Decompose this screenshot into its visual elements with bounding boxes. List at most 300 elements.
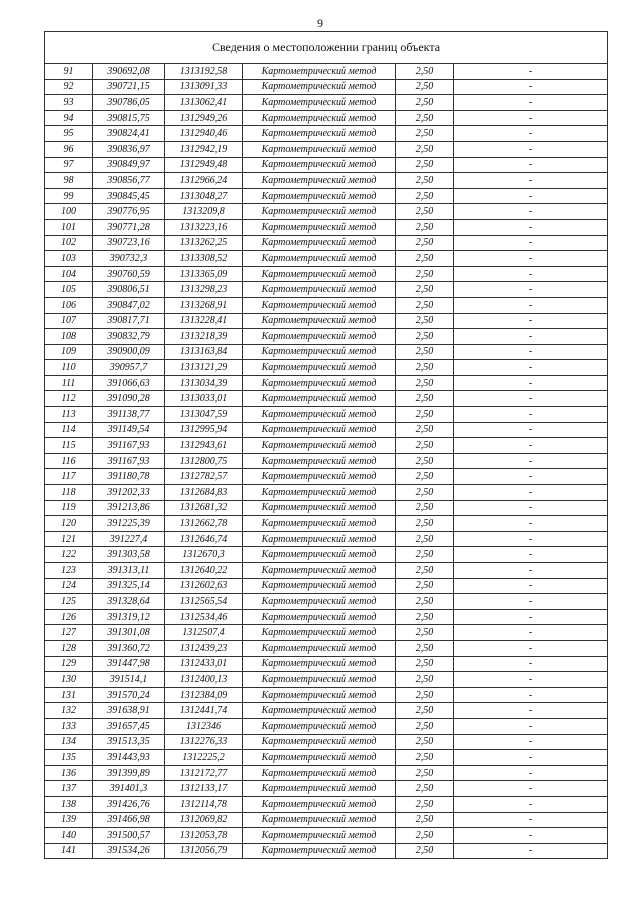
accuracy-cell: 2,50 <box>396 843 454 859</box>
table-title-row <box>45 32 608 64</box>
accuracy-cell: 2,50 <box>396 329 454 345</box>
method-cell: Картометрический метод <box>243 469 396 485</box>
table-row <box>45 126 608 142</box>
point-number-cell: 131 <box>45 687 93 703</box>
method-cell: Картометрический метод <box>243 734 396 750</box>
accuracy-cell: 2,50 <box>396 812 454 828</box>
point-number-cell: 138 <box>45 796 93 812</box>
x-coordinate-cell: 391325,14 <box>93 578 165 594</box>
x-coordinate-cell: 390776,95 <box>93 204 165 220</box>
accuracy-cell: 2,50 <box>396 313 454 329</box>
table-row <box>45 141 608 157</box>
description-cell: - <box>454 781 608 797</box>
x-coordinate-cell: 391149,54 <box>93 422 165 438</box>
x-coordinate-cell: 390817,71 <box>93 313 165 329</box>
table-row <box>45 578 608 594</box>
point-number-cell: 134 <box>45 734 93 750</box>
x-coordinate-cell: 390815,75 <box>93 110 165 126</box>
accuracy-cell: 2,50 <box>396 656 454 672</box>
point-number-cell: 125 <box>45 594 93 610</box>
point-number-cell: 115 <box>45 438 93 454</box>
x-coordinate-cell: 390692,08 <box>93 64 165 80</box>
x-coordinate-cell: 391138,77 <box>93 407 165 423</box>
x-coordinate-cell: 391319,12 <box>93 609 165 625</box>
accuracy-cell: 2,50 <box>396 687 454 703</box>
point-number-cell: 118 <box>45 485 93 501</box>
description-cell: - <box>454 453 608 469</box>
y-coordinate-cell: 1312800,75 <box>165 453 243 469</box>
point-number-cell: 98 <box>45 173 93 189</box>
y-coordinate-cell: 1313062,41 <box>165 95 243 111</box>
accuracy-cell: 2,50 <box>396 500 454 516</box>
x-coordinate-cell: 391167,93 <box>93 453 165 469</box>
table-row <box>45 251 608 267</box>
y-coordinate-cell: 1313034,39 <box>165 375 243 391</box>
method-cell: Картометрический метод <box>243 672 396 688</box>
y-coordinate-cell: 1312225,2 <box>165 750 243 766</box>
description-cell: - <box>454 828 608 844</box>
point-number-cell: 129 <box>45 656 93 672</box>
accuracy-cell: 2,50 <box>396 469 454 485</box>
x-coordinate-cell: 391313,11 <box>93 563 165 579</box>
y-coordinate-cell: 1312602,63 <box>165 578 243 594</box>
point-number-cell: 105 <box>45 282 93 298</box>
description-cell: - <box>454 812 608 828</box>
x-coordinate-cell: 391399,89 <box>93 765 165 781</box>
x-coordinate-cell: 390847,02 <box>93 297 165 313</box>
method-cell: Картометрический метод <box>243 750 396 766</box>
table-row <box>45 79 608 95</box>
description-cell: - <box>454 110 608 126</box>
accuracy-cell: 2,50 <box>396 126 454 142</box>
table-row <box>45 204 608 220</box>
x-coordinate-cell: 391301,08 <box>93 625 165 641</box>
method-cell: Картометрический метод <box>243 640 396 656</box>
table-row <box>45 500 608 516</box>
method-cell: Картометрический метод <box>243 64 396 80</box>
description-cell: - <box>454 640 608 656</box>
method-cell: Картометрический метод <box>243 188 396 204</box>
x-coordinate-cell: 391466,98 <box>93 812 165 828</box>
x-coordinate-cell: 390721,15 <box>93 79 165 95</box>
method-cell: Картометрический метод <box>243 500 396 516</box>
y-coordinate-cell: 1312995,94 <box>165 422 243 438</box>
x-coordinate-cell: 390836,97 <box>93 141 165 157</box>
accuracy-cell: 2,50 <box>396 765 454 781</box>
description-cell: - <box>454 391 608 407</box>
description-cell: - <box>454 594 608 610</box>
description-cell: - <box>454 64 608 80</box>
point-number-cell: 136 <box>45 765 93 781</box>
x-coordinate-cell: 391303,58 <box>93 547 165 563</box>
accuracy-cell: 2,50 <box>396 282 454 298</box>
table-row <box>45 329 608 345</box>
description-cell: - <box>454 750 608 766</box>
description-cell: - <box>454 672 608 688</box>
table-row <box>45 640 608 656</box>
table-row <box>45 407 608 423</box>
method-cell: Картометрический метод <box>243 173 396 189</box>
accuracy-cell: 2,50 <box>396 251 454 267</box>
point-number-cell: 91 <box>45 64 93 80</box>
x-coordinate-cell: 391225,39 <box>93 516 165 532</box>
point-number-cell: 101 <box>45 219 93 235</box>
y-coordinate-cell: 1313033,01 <box>165 391 243 407</box>
accuracy-cell: 2,50 <box>396 594 454 610</box>
point-number-cell: 128 <box>45 640 93 656</box>
accuracy-cell: 2,50 <box>396 578 454 594</box>
accuracy-cell: 2,50 <box>396 407 454 423</box>
method-cell: Картометрический метод <box>243 141 396 157</box>
description-cell: - <box>454 375 608 391</box>
point-number-cell: 96 <box>45 141 93 157</box>
x-coordinate-cell: 390732,3 <box>93 251 165 267</box>
description-cell: - <box>454 500 608 516</box>
table-row <box>45 375 608 391</box>
table-row <box>45 235 608 251</box>
x-coordinate-cell: 391180,78 <box>93 469 165 485</box>
accuracy-cell: 2,50 <box>396 516 454 532</box>
point-number-cell: 99 <box>45 188 93 204</box>
table-row <box>45 703 608 719</box>
point-number-cell: 109 <box>45 344 93 360</box>
y-coordinate-cell: 1312114,78 <box>165 796 243 812</box>
table-row <box>45 110 608 126</box>
method-cell: Картометрический метод <box>243 609 396 625</box>
description-cell: - <box>454 79 608 95</box>
x-coordinate-cell: 390786,05 <box>93 95 165 111</box>
point-number-cell: 121 <box>45 531 93 547</box>
accuracy-cell: 2,50 <box>396 609 454 625</box>
y-coordinate-cell: 1313209,8 <box>165 204 243 220</box>
method-cell: Картометрический метод <box>243 453 396 469</box>
description-cell: - <box>454 718 608 734</box>
y-coordinate-cell: 1313223,16 <box>165 219 243 235</box>
method-cell: Картометрический метод <box>243 375 396 391</box>
table-row <box>45 750 608 766</box>
description-cell: - <box>454 843 608 859</box>
accuracy-cell: 2,50 <box>396 297 454 313</box>
description-cell: - <box>454 360 608 376</box>
y-coordinate-cell: 1313365,09 <box>165 266 243 282</box>
table-body <box>45 64 608 859</box>
table-row <box>45 422 608 438</box>
description-cell: - <box>454 126 608 142</box>
accuracy-cell: 2,50 <box>396 141 454 157</box>
method-cell: Картометрический метод <box>243 438 396 454</box>
x-coordinate-cell: 390824,41 <box>93 126 165 142</box>
table-row <box>45 765 608 781</box>
description-cell: - <box>454 157 608 173</box>
point-number-cell: 124 <box>45 578 93 594</box>
accuracy-cell: 2,50 <box>396 219 454 235</box>
table-title: Сведения о местоположении границ объекта <box>45 32 608 64</box>
description-cell: - <box>454 282 608 298</box>
x-coordinate-cell: 391513,35 <box>93 734 165 750</box>
description-cell: - <box>454 609 608 625</box>
description-cell: - <box>454 516 608 532</box>
page-number: 9 <box>317 16 323 30</box>
method-cell: Картометрический метод <box>243 531 396 547</box>
method-cell: Картометрический метод <box>243 718 396 734</box>
table-row <box>45 843 608 859</box>
accuracy-cell: 2,50 <box>396 344 454 360</box>
description-cell: - <box>454 796 608 812</box>
point-number-cell: 110 <box>45 360 93 376</box>
x-coordinate-cell: 390771,28 <box>93 219 165 235</box>
method-cell: Картометрический метод <box>243 703 396 719</box>
description-cell: - <box>454 344 608 360</box>
description-cell: - <box>454 531 608 547</box>
x-coordinate-cell: 390832,79 <box>93 329 165 345</box>
point-number-cell: 133 <box>45 718 93 734</box>
method-cell: Картометрический метод <box>243 344 396 360</box>
x-coordinate-cell: 391360,72 <box>93 640 165 656</box>
table-row <box>45 796 608 812</box>
x-coordinate-cell: 391500,57 <box>93 828 165 844</box>
y-coordinate-cell: 1313091,33 <box>165 79 243 95</box>
table-row <box>45 391 608 407</box>
y-coordinate-cell: 1313298,23 <box>165 282 243 298</box>
table-row <box>45 282 608 298</box>
point-number-cell: 139 <box>45 812 93 828</box>
table-row <box>45 173 608 189</box>
accuracy-cell: 2,50 <box>396 750 454 766</box>
y-coordinate-cell: 1312441,74 <box>165 703 243 719</box>
description-cell: - <box>454 765 608 781</box>
accuracy-cell: 2,50 <box>396 485 454 501</box>
table-row <box>45 188 608 204</box>
y-coordinate-cell: 1313262,25 <box>165 235 243 251</box>
y-coordinate-cell: 1312565,54 <box>165 594 243 610</box>
x-coordinate-cell: 390760,59 <box>93 266 165 282</box>
point-number-cell: 120 <box>45 516 93 532</box>
point-number-cell: 130 <box>45 672 93 688</box>
x-coordinate-cell: 391401,3 <box>93 781 165 797</box>
table-row <box>45 547 608 563</box>
point-number-cell: 137 <box>45 781 93 797</box>
accuracy-cell: 2,50 <box>396 157 454 173</box>
y-coordinate-cell: 1312053,78 <box>165 828 243 844</box>
table-row <box>45 297 608 313</box>
accuracy-cell: 2,50 <box>396 438 454 454</box>
x-coordinate-cell: 390723,16 <box>93 235 165 251</box>
method-cell: Картометрический метод <box>243 313 396 329</box>
table-row <box>45 718 608 734</box>
method-cell: Картометрический метод <box>243 235 396 251</box>
x-coordinate-cell: 390806,51 <box>93 282 165 298</box>
method-cell: Картометрический метод <box>243 765 396 781</box>
point-number-cell: 123 <box>45 563 93 579</box>
x-coordinate-cell: 391328,64 <box>93 594 165 610</box>
point-number-cell: 112 <box>45 391 93 407</box>
table-row <box>45 531 608 547</box>
x-coordinate-cell: 391227,4 <box>93 531 165 547</box>
method-cell: Картометрический метод <box>243 796 396 812</box>
description-cell: - <box>454 485 608 501</box>
x-coordinate-cell: 391443,93 <box>93 750 165 766</box>
x-coordinate-cell: 390845,45 <box>93 188 165 204</box>
accuracy-cell: 2,50 <box>396 672 454 688</box>
method-cell: Картометрический метод <box>243 516 396 532</box>
description-cell: - <box>454 625 608 641</box>
method-cell: Картометрический метод <box>243 812 396 828</box>
x-coordinate-cell: 391638,91 <box>93 703 165 719</box>
point-number-cell: 135 <box>45 750 93 766</box>
y-coordinate-cell: 1312276,33 <box>165 734 243 750</box>
point-number-cell: 97 <box>45 157 93 173</box>
x-coordinate-cell: 391570,24 <box>93 687 165 703</box>
accuracy-cell: 2,50 <box>396 453 454 469</box>
y-coordinate-cell: 1312949,26 <box>165 110 243 126</box>
table-row <box>45 656 608 672</box>
y-coordinate-cell: 1313192,58 <box>165 64 243 80</box>
table-row <box>45 313 608 329</box>
accuracy-cell: 2,50 <box>396 718 454 734</box>
point-number-cell: 111 <box>45 375 93 391</box>
method-cell: Картометрический метод <box>243 157 396 173</box>
description-cell: - <box>454 188 608 204</box>
accuracy-cell: 2,50 <box>396 531 454 547</box>
table-row <box>45 485 608 501</box>
y-coordinate-cell: 1313047,59 <box>165 407 243 423</box>
y-coordinate-cell: 1313121,29 <box>165 360 243 376</box>
y-coordinate-cell: 1312346 <box>165 718 243 734</box>
point-number-cell: 116 <box>45 453 93 469</box>
point-number-cell: 126 <box>45 609 93 625</box>
point-number-cell: 113 <box>45 407 93 423</box>
accuracy-cell: 2,50 <box>396 266 454 282</box>
description-cell: - <box>454 547 608 563</box>
description-cell: - <box>454 235 608 251</box>
description-cell: - <box>454 204 608 220</box>
table-row <box>45 157 608 173</box>
y-coordinate-cell: 1312384,09 <box>165 687 243 703</box>
table-row <box>45 781 608 797</box>
description-cell: - <box>454 95 608 111</box>
method-cell: Картометрический метод <box>243 79 396 95</box>
table-row <box>45 64 608 80</box>
accuracy-cell: 2,50 <box>396 563 454 579</box>
table-row <box>45 672 608 688</box>
table-row <box>45 438 608 454</box>
description-cell: - <box>454 173 608 189</box>
y-coordinate-cell: 1312069,82 <box>165 812 243 828</box>
point-number-cell: 127 <box>45 625 93 641</box>
method-cell: Картометрический метод <box>243 126 396 142</box>
accuracy-cell: 2,50 <box>396 360 454 376</box>
description-cell: - <box>454 219 608 235</box>
x-coordinate-cell: 391213,86 <box>93 500 165 516</box>
method-cell: Картометрический метод <box>243 391 396 407</box>
point-number-cell: 102 <box>45 235 93 251</box>
accuracy-cell: 2,50 <box>396 79 454 95</box>
method-cell: Картометрический метод <box>243 578 396 594</box>
x-coordinate-cell: 391066,63 <box>93 375 165 391</box>
method-cell: Картометрический метод <box>243 687 396 703</box>
table-row <box>45 812 608 828</box>
description-cell: - <box>454 251 608 267</box>
x-coordinate-cell: 391426,76 <box>93 796 165 812</box>
accuracy-cell: 2,50 <box>396 703 454 719</box>
method-cell: Картометрический метод <box>243 547 396 563</box>
accuracy-cell: 2,50 <box>396 547 454 563</box>
accuracy-cell: 2,50 <box>396 391 454 407</box>
method-cell: Картометрический метод <box>243 625 396 641</box>
description-cell: - <box>454 656 608 672</box>
x-coordinate-cell: 390900,09 <box>93 344 165 360</box>
description-cell: - <box>454 407 608 423</box>
y-coordinate-cell: 1312646,74 <box>165 531 243 547</box>
point-number-cell: 114 <box>45 422 93 438</box>
y-coordinate-cell: 1312172,77 <box>165 765 243 781</box>
point-number-cell: 108 <box>45 329 93 345</box>
method-cell: Картометрический метод <box>243 594 396 610</box>
accuracy-cell: 2,50 <box>396 828 454 844</box>
x-coordinate-cell: 390849,97 <box>93 157 165 173</box>
x-coordinate-cell: 391514,1 <box>93 672 165 688</box>
accuracy-cell: 2,50 <box>396 188 454 204</box>
accuracy-cell: 2,50 <box>396 781 454 797</box>
method-cell: Картометрический метод <box>243 297 396 313</box>
point-number-cell: 132 <box>45 703 93 719</box>
description-cell: - <box>454 266 608 282</box>
method-cell: Картометрический метод <box>243 266 396 282</box>
method-cell: Картометрический метод <box>243 219 396 235</box>
accuracy-cell: 2,50 <box>396 110 454 126</box>
y-coordinate-cell: 1312133,17 <box>165 781 243 797</box>
table-row <box>45 360 608 376</box>
description-cell: - <box>454 141 608 157</box>
y-coordinate-cell: 1312943,61 <box>165 438 243 454</box>
point-number-cell: 93 <box>45 95 93 111</box>
y-coordinate-cell: 1313218,39 <box>165 329 243 345</box>
table-row <box>45 828 608 844</box>
x-coordinate-cell: 391090,28 <box>93 391 165 407</box>
x-coordinate-cell: 390856,77 <box>93 173 165 189</box>
table-row <box>45 625 608 641</box>
table-row <box>45 344 608 360</box>
y-coordinate-cell: 1312534,46 <box>165 609 243 625</box>
method-cell: Картометрический метод <box>243 329 396 345</box>
accuracy-cell: 2,50 <box>396 625 454 641</box>
description-cell: - <box>454 469 608 485</box>
point-number-cell: 103 <box>45 251 93 267</box>
description-cell: - <box>454 578 608 594</box>
y-coordinate-cell: 1312940,46 <box>165 126 243 142</box>
method-cell: Картометрический метод <box>243 563 396 579</box>
y-coordinate-cell: 1312662,78 <box>165 516 243 532</box>
description-cell: - <box>454 687 608 703</box>
y-coordinate-cell: 1312056,79 <box>165 843 243 859</box>
point-number-cell: 117 <box>45 469 93 485</box>
table-row <box>45 687 608 703</box>
boundary-coordinates-table <box>44 31 608 859</box>
y-coordinate-cell: 1312433,01 <box>165 656 243 672</box>
description-cell: - <box>454 438 608 454</box>
accuracy-cell: 2,50 <box>396 375 454 391</box>
table-row <box>45 734 608 750</box>
accuracy-cell: 2,50 <box>396 422 454 438</box>
method-cell: Картометрический метод <box>243 843 396 859</box>
x-coordinate-cell: 390957,7 <box>93 360 165 376</box>
point-number-cell: 141 <box>45 843 93 859</box>
description-cell: - <box>454 734 608 750</box>
table-row <box>45 453 608 469</box>
accuracy-cell: 2,50 <box>396 204 454 220</box>
y-coordinate-cell: 1312942,19 <box>165 141 243 157</box>
x-coordinate-cell: 391534,26 <box>93 843 165 859</box>
